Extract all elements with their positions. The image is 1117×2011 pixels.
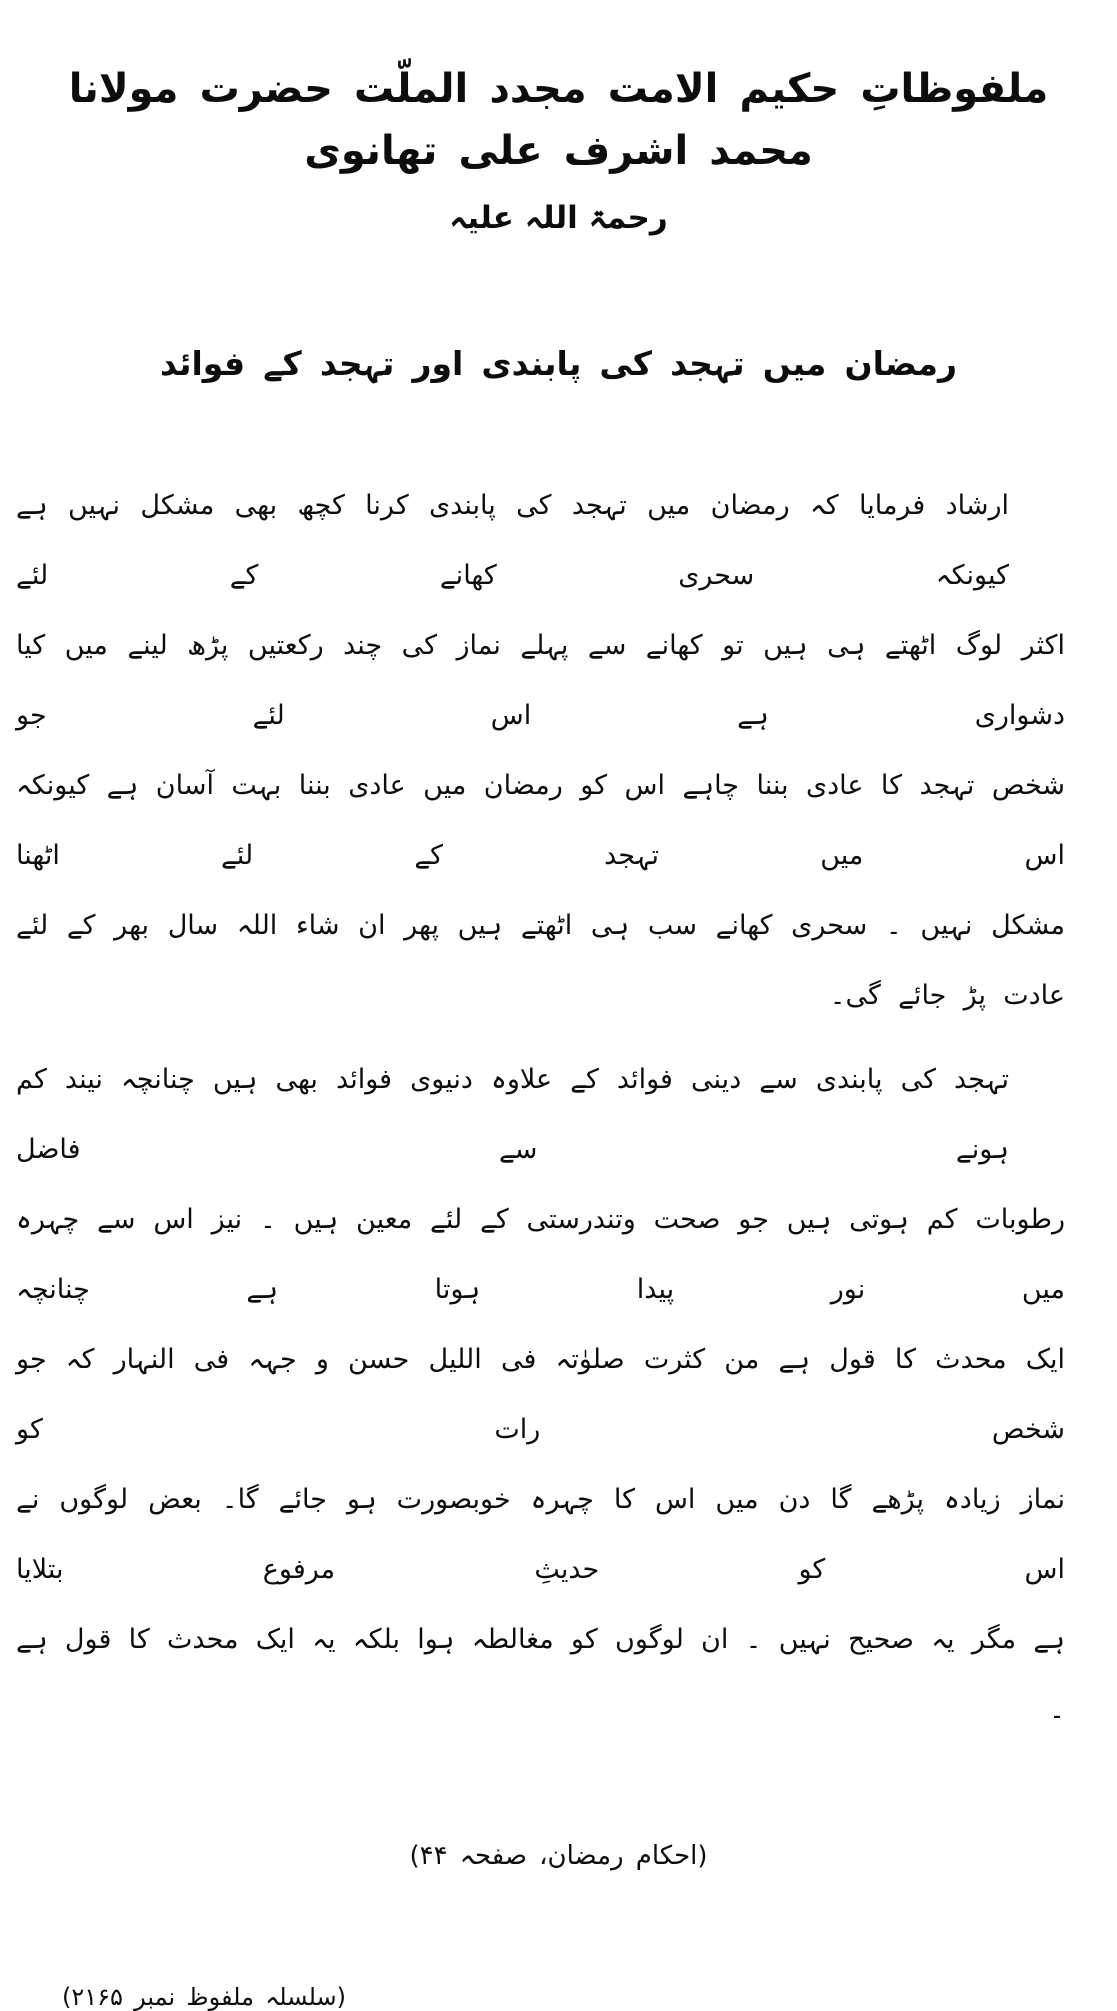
body-line: مشکل نہیں ۔ سحری کھانے سب ہی اٹھتے ہیں پھر ان شاء اللہ سال بھر کے لئے عادت پڑ جائے گی۔ — [16, 910, 1065, 1011]
body-line: ارشاد فرمایا کہ رمضان میں تہجد کی پابندی کرنا کچھ بھی مشکل نہیں ہے کیونکہ سحری کھانے کے لئے — [16, 490, 1009, 591]
body-paragraph — [16, 1045, 1065, 1745]
document-title: ملفوظاتِ حکیم الامت مجدد الملّت حضرت مولانا محمد اشرف علی تھانوی — [68, 66, 1049, 174]
citation-line: (احکام رمضان، صفحہ ۴۴) — [409, 1841, 708, 1871]
body-line: ہے مگر یہ صحیح نہیں ۔ ان لوگوں کو مغالطہ ہوا بلکہ یہ ایک محدث کا قول ہے ۔ — [16, 1624, 1065, 1725]
body-line: رطوبات کم ہوتی ہیں جو صحت وتندرستی کے لئے معین ہیں ۔ نیز اس سے چہرہ میں نور پیدا ہوتا ہے چنانچہ — [16, 1204, 1065, 1305]
body-line: نماز زیادہ پڑھے گا دن میں اس کا چہرہ خوبصورت ہو جائے گا۔ بعض لوگوں نے اس کو حدیثِ مرفوع بتلایا — [16, 1484, 1065, 1585]
body-line: ایک محدث کا قول ہے من کثرت صلوٰتہ فی اللیل حسن و جہہ فی النہار کہ جو شخص رات کو — [16, 1344, 1065, 1445]
blessing-line: رحمۃ اللہ علیہ — [449, 200, 668, 236]
section-heading: رمضان میں تہجد کی پابندی اور تہجد کے فوائد — [160, 344, 957, 383]
series-number-note: (سلسلہ ملفوظ نمبر ۲۱۶۵) — [62, 1983, 347, 2011]
body-line: شخص تہجد کا عادی بننا چاہے اس کو رمضان میں عادی بننا بہت آسان ہے کیونکہ اس میں تہجد کے لئے اٹھنا — [16, 770, 1065, 871]
body-text — [0, 471, 1117, 1745]
body-line: اکثر لوگ اٹھتے ہی ہیں تو کھانے سے پہلے نماز کی چند رکعتیں پڑھ لینے میں کیا دشواری ہے اس لئے جو — [16, 630, 1065, 731]
body-line: تہجد کی پابندی سے دینی فوائد کے علاوہ دنیوی فوائد بھی ہیں چنانچہ نیند کم ہونے سے فاضل — [16, 1064, 1009, 1165]
body-paragraph — [16, 471, 1065, 1031]
